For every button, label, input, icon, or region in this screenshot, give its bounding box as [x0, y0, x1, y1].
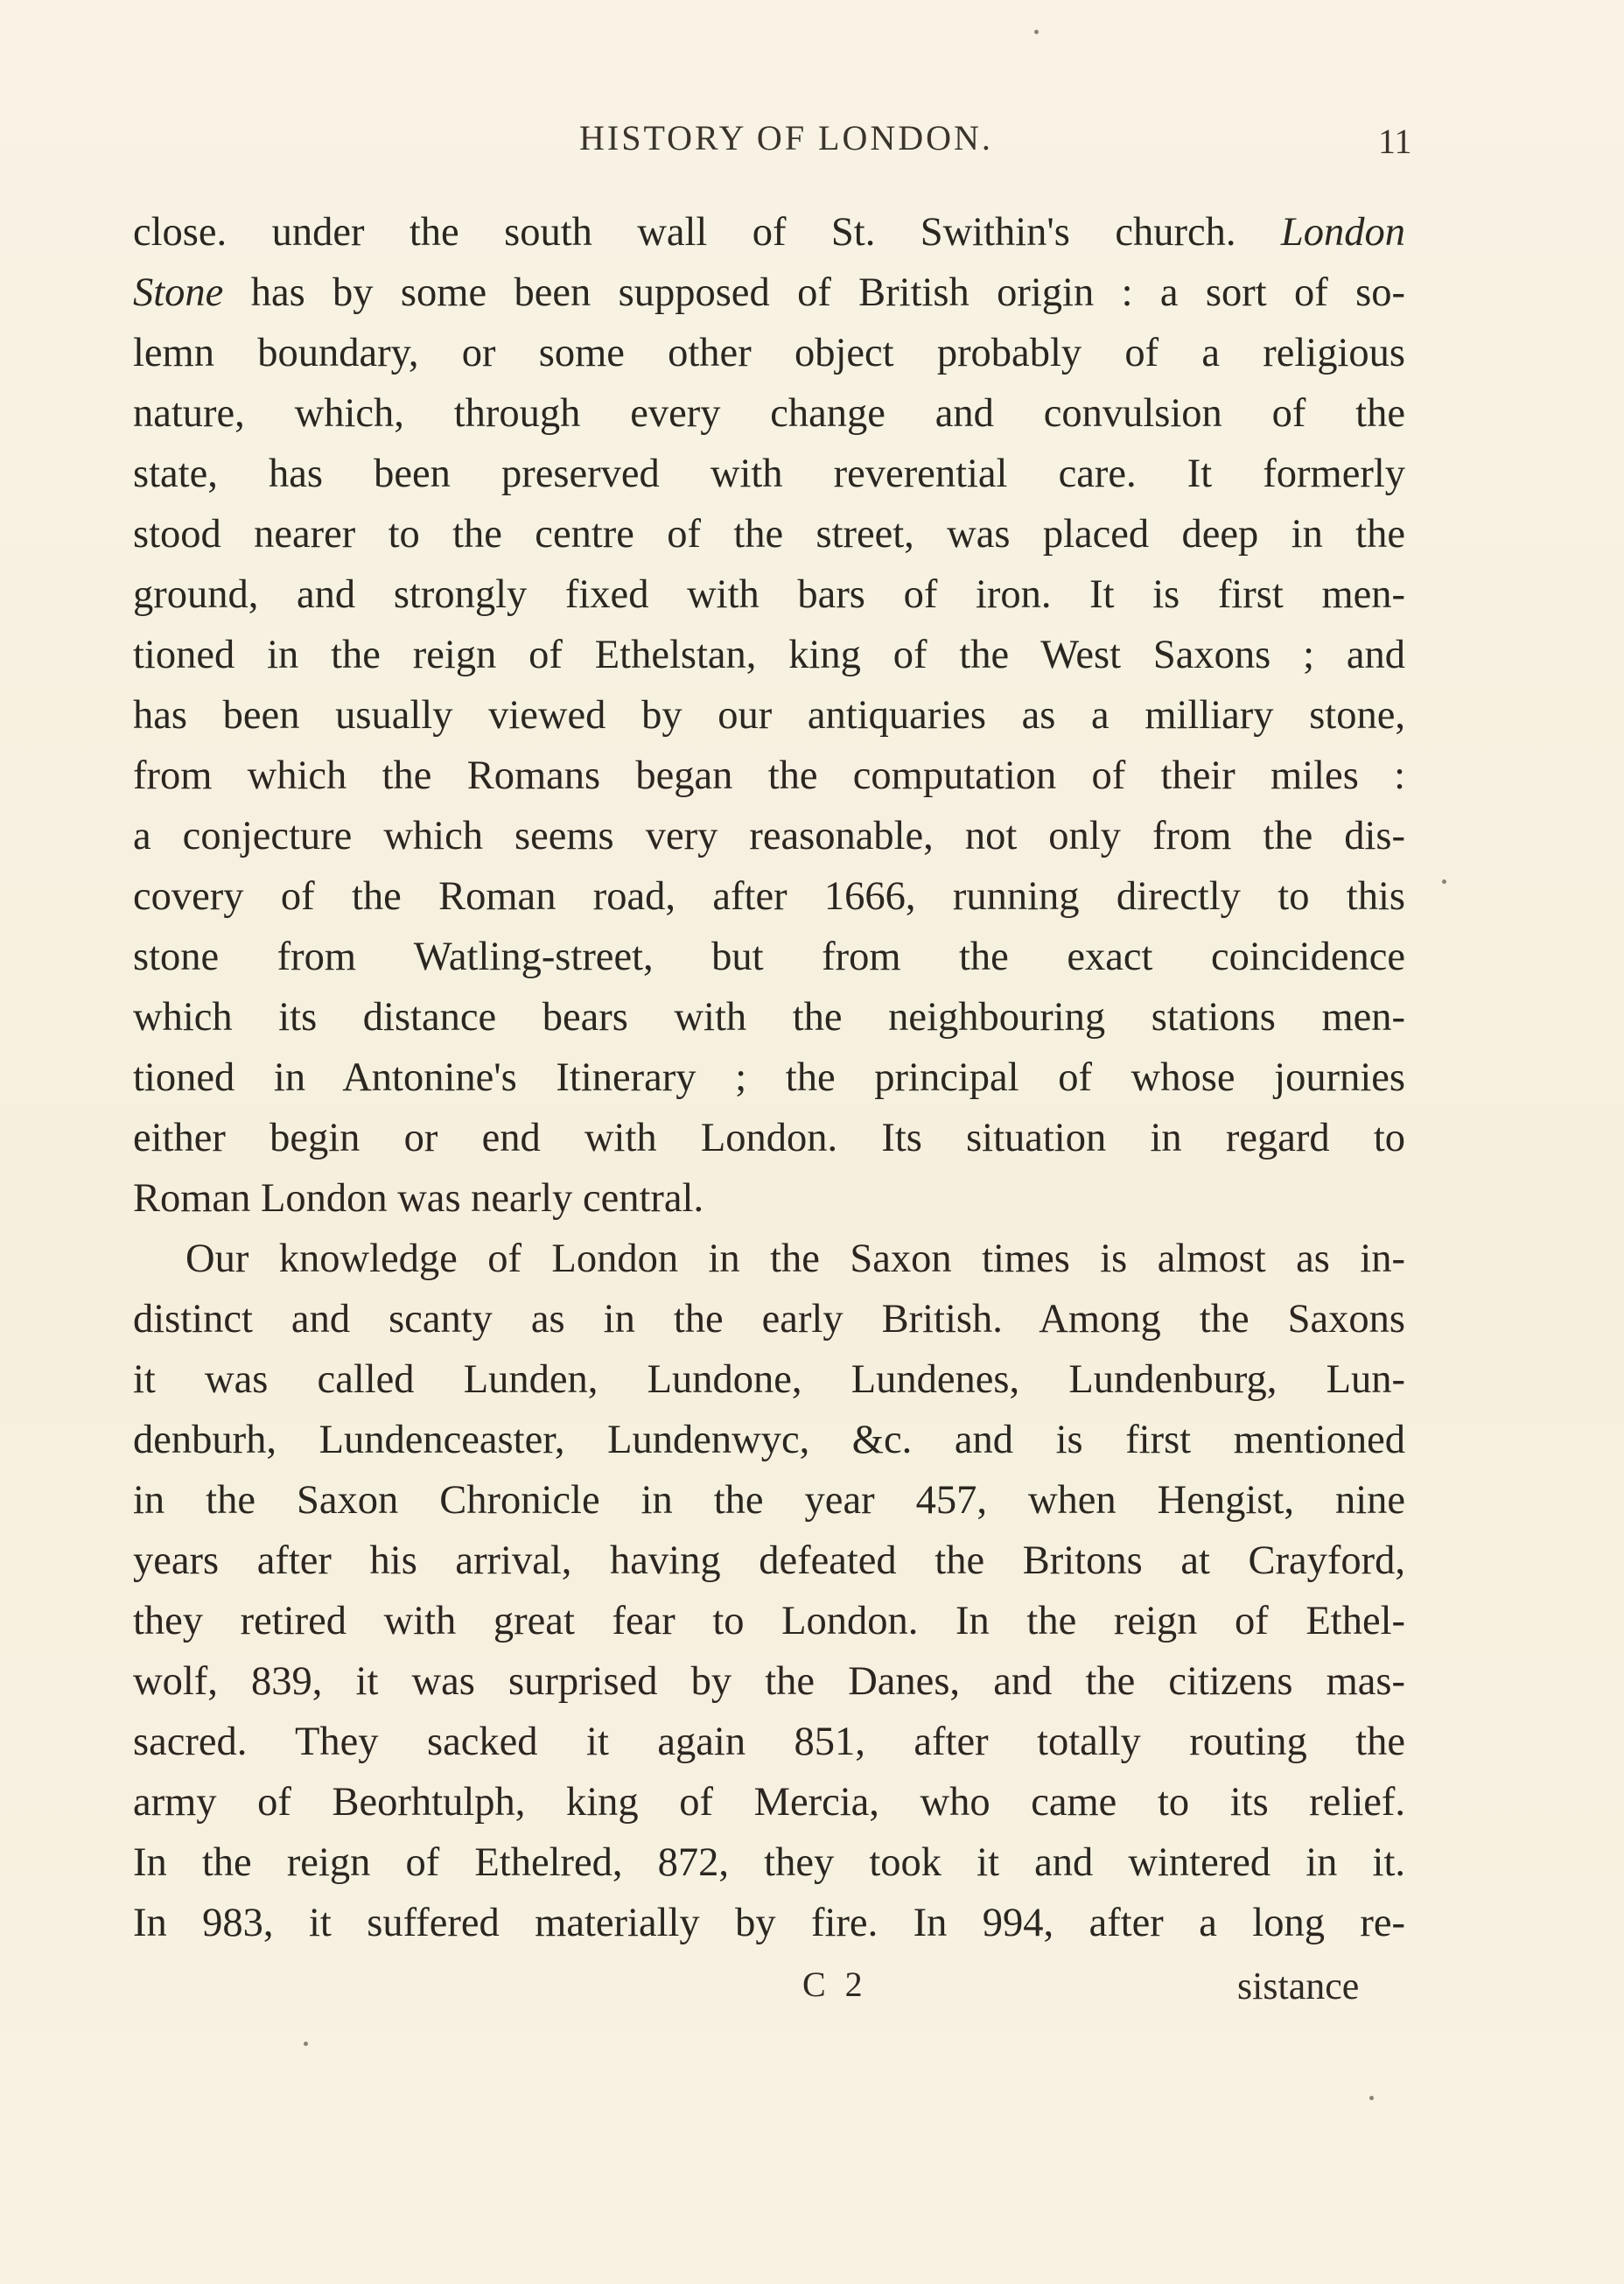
text-line: In the reign of Ethelred, 872, they took it and wintered in it.: [133, 1840, 1405, 1885]
italic-word: Stone: [133, 270, 224, 315]
text-line: close. under the south wall of St. Swithin's church. London: [133, 210, 1405, 255]
text-line: ground, and strongly fixed with bars of iron. It is first men-: [133, 572, 1405, 617]
running-head: HISTORY OF LONDON.: [579, 118, 993, 158]
text-line: army of Beorhtulph, king of Mercia, who came to its relief.: [133, 1780, 1405, 1825]
paper-speck: [1369, 2096, 1374, 2100]
paragraph-end-line: Roman London was nearly central.: [133, 1176, 704, 1221]
text-line: a conjecture which seems very reasonable, not only from the dis-: [133, 814, 1405, 858]
text-line: which its distance bears with the neighbouring stations men-: [133, 995, 1405, 1040]
text-line: In 983, it suffered materially by fire. In 994, after a long re-: [133, 1901, 1405, 1945]
text-line: distinct and scanty as in the early British. Among the Saxons: [133, 1297, 1405, 1342]
text-line: from which the Romans began the computation of their miles :: [133, 753, 1405, 798]
page-footer: [0, 1964, 1624, 2016]
catchword: sistance: [1237, 1965, 1360, 2007]
italic-word: London: [1280, 210, 1405, 255]
text-line: stone from Watling-street, but from the exact coincidence: [133, 935, 1405, 979]
signature-mark: C 2: [802, 1965, 868, 2004]
paper-speck: [1034, 30, 1039, 34]
text-line: Stone has by some been supposed of British origin : a sort of so-: [133, 270, 1405, 315]
page-number: 11: [1378, 122, 1412, 161]
text-line: they retired with great fear to London. In the reign of Ethel-: [133, 1599, 1405, 1643]
text-line: nature, which, through every change and convulsion of the: [133, 391, 1405, 436]
body-text: [133, 202, 1405, 1953]
text-line: years after his arrival, having defeated the Britons at Crayford,: [133, 1538, 1405, 1583]
text-line: denburh, Lundenceaster, Lundenwyc, &c. and is first mentioned: [133, 1418, 1405, 1462]
text-line: stood nearer to the centre of the street, was placed deep in the: [133, 512, 1405, 557]
text-line: wolf, 839, it was surprised by the Danes, and the citizens mas-: [133, 1659, 1405, 1704]
text-line: it was called Lunden, Lundone, Lundenes, Lundenburg, Lun-: [133, 1357, 1405, 1402]
paper-speck: [1442, 879, 1446, 884]
text-line: has been usually viewed by our antiquaries as a milliary stone,: [133, 693, 1405, 738]
text-line: state, has been preserved with reverential care. It formerly: [133, 452, 1405, 496]
text-line: covery of the Roman road, after 1666, running directly to this: [133, 874, 1405, 919]
text-line: tioned in the reign of Ethelstan, king of the West Saxons ; and: [133, 633, 1405, 677]
paragraph-start-line: Our knowledge of London in the Saxon times is almost as in-: [186, 1237, 1405, 1281]
text-line: either begin or end with London. Its situation in regard to: [133, 1116, 1405, 1160]
text-line: tioned in Antonine's Itinerary ; the principal of whose journies: [133, 1055, 1405, 1100]
text-line: lemn boundary, or some other object probably of a religious: [133, 331, 1405, 375]
text-line: sacred. They sacked it again 851, after totally routing the: [133, 1720, 1405, 1764]
text-line: in the Saxon Chronicle in the year 457, when Hengist, nine: [133, 1478, 1405, 1523]
paper-speck: [304, 2042, 308, 2046]
